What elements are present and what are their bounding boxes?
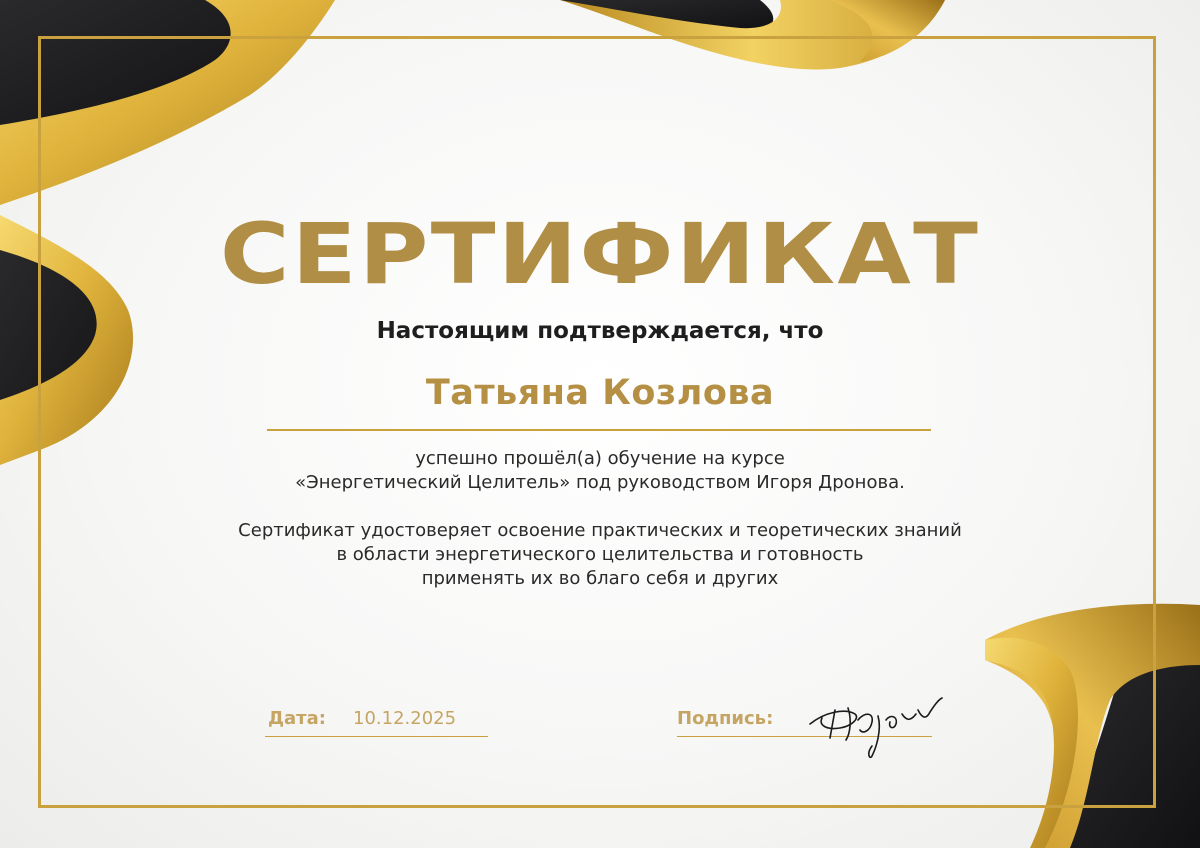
- date-underline: [265, 736, 488, 737]
- description-line: применять их во благо себя и других: [421, 568, 779, 589]
- description-line: в области энергетического целительства и готовность: [336, 544, 864, 565]
- recipient-name: Татьяна Козлова: [425, 373, 775, 413]
- date-value: 10.12.2025: [353, 708, 457, 729]
- name-underline: [267, 429, 931, 431]
- description-paragraph: [0, 519, 1200, 591]
- course-line: «Энергетический Целитель» под руководством Игоря Дронова.: [295, 472, 905, 493]
- course-paragraph: [0, 447, 1200, 495]
- date-label: Дата:: [268, 708, 326, 729]
- certificate-title: СЕРТИФИКАТ: [219, 205, 981, 303]
- signature-label: Подпись:: [677, 708, 774, 729]
- certificate-subtitle: Настоящим подтверждается, что: [376, 318, 824, 344]
- gold-frame: [38, 36, 1156, 808]
- handwritten-signature: [800, 690, 950, 760]
- description-line: Сертификат удостоверяет освоение практических и теоретических знаний: [238, 520, 962, 541]
- course-line: успешно прошёл(а) обучение на курсе: [415, 448, 785, 469]
